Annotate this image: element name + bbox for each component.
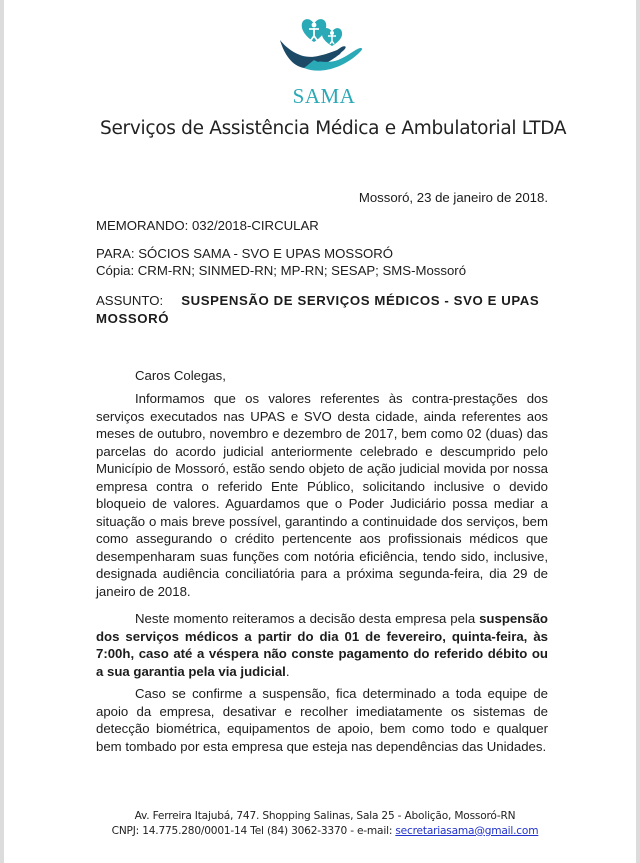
document-page: [4, 0, 636, 863]
subject-text: SUSPENSÃO DE SERVIÇOS MÉDICOS - SVO E UPAS MOSSORÓ: [96, 293, 540, 326]
memo-number: MEMORANDO: 032/2018-CIRCULAR: [96, 218, 319, 233]
company-name: Serviços de Assistência Médica e Ambulatorial LTDA: [100, 118, 567, 139]
footer-contact-text: CNPJ: 14.775.280/0001-14 Tel (84) 3062-3370 - e-mail:: [111, 824, 396, 837]
memo-recipients: PARA: SÓCIOS SAMA - SVO E UPAS MOSSORÓ: [96, 246, 394, 261]
paragraph-2: [96, 610, 548, 680]
greeting: Caros Colegas,: [135, 368, 226, 383]
memo-copy-list: Cópia: CRM-RN; SINMED-RN; MP-RN; SESAP; SMS-Mossoró: [96, 263, 467, 278]
email-link[interactable]: secretariasama@gmail.com: [395, 824, 539, 837]
sama-logo: [274, 10, 374, 110]
footer-contact: [100, 824, 550, 839]
memo-date: Mossoró, 23 de janeiro de 2018.: [358, 190, 548, 205]
paragraph-1: Informamos que os valores referentes às contra-prestações dos serviços executados nas UPAS e SVO desta cidade, ainda referentes aos meses de outubro, novembro e dezembro de 2017, bem como 02 (duas) das parcelas do acordo judicial anteriormente celebrado e descumprido pelo Município de Mossoró, estão sendo objeto de ação judicial movida por nossa empresa contra o referido Ente Público, solicitando inclusive o devido bloqueio de valores. Aguardamos que o Poder Judiciário possa mediar a situação o mais breve possível, garantindo a continuidade dos serviços, bem como assegurando o crédito pertencente aos profissionais médicos que desempenharam suas funções com notória eficiência, tendo sido, inclusive, designada audiência conciliatória para a próxima segunda-feira, dia 29 de janeiro de 2018.: [96, 391, 548, 599]
logo-text: SAMA: [292, 84, 356, 108]
paragraph-2-bold: suspensão dos serviços médicos a partir do dia 01 de fevereiro, quinta-feira, às 7:00h, caso até a véspera não conste pagamento do referido débito ou a sua garantia pela via judicial: [96, 611, 548, 679]
footer-address: Av. Ferreira Itajubá, 747. Shopping Salinas, Sala 25 - Abolição, Mossoró-RN: [134, 810, 516, 822]
paragraph-3: Caso se confirme a suspensão, fica determinado a toda equipe de apoio da empresa, desativar e recolher imediatamente os sistemas de detecção biométrica, equipamentos de apoio, bem como todo e qualquer bem tombado por esta empresa que esteja nas dependências das Unidades.: [96, 686, 548, 754]
subject-label: ASSUNTO:: [96, 293, 164, 308]
footer: [100, 809, 550, 838]
paragraph-2-intro: Neste momento reiteramos a decisão desta empresa pela: [135, 611, 480, 626]
memo-subject: [96, 292, 548, 327]
hand-heart-icon: [274, 10, 374, 90]
paragraph-2-end: .: [285, 663, 290, 679]
